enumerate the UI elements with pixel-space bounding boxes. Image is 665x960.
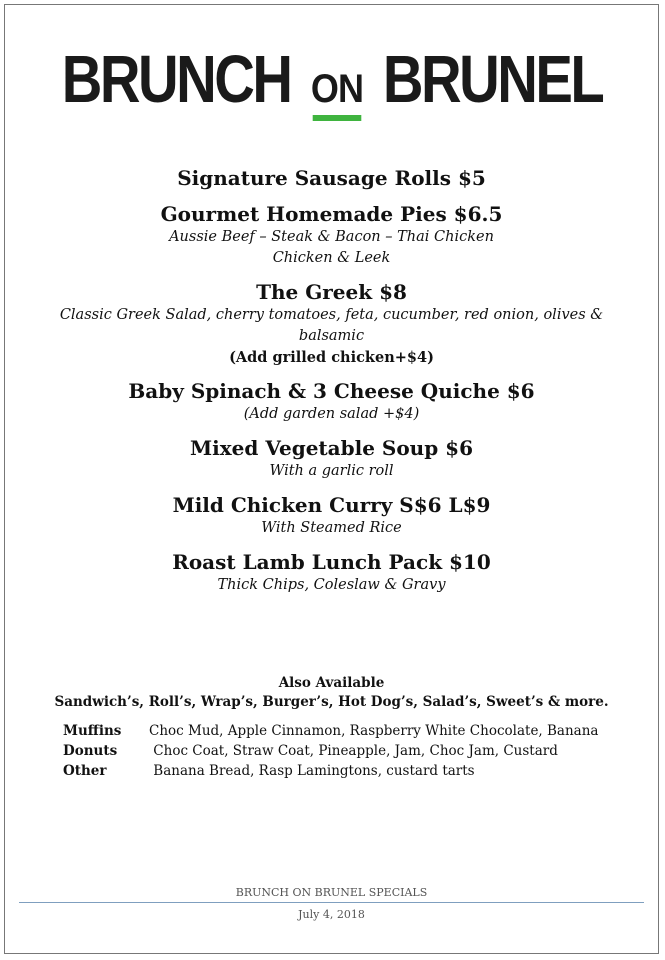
extras-row xyxy=(63,741,598,761)
menu-item xyxy=(5,492,658,539)
menu-item-title: Signature Sausage Rolls $5 xyxy=(177,166,486,190)
menu-item xyxy=(5,378,658,425)
logo-word-brunel: BRUNEL xyxy=(382,42,603,117)
menu-item-title: Gourmet Homemade Pies $6.5 xyxy=(160,202,503,226)
menu-item xyxy=(5,549,658,596)
menu-item-title: Baby Spinach & 3 Cheese Quiche $6 xyxy=(128,379,535,403)
menu-item-title: Roast Lamb Lunch Pack $10 xyxy=(172,550,491,574)
extras-items: Choc Mud, Apple Cinnamon, Raspberry White Chocolate, Banana xyxy=(149,723,599,739)
menu-page xyxy=(4,4,659,954)
logo-word-on: ON xyxy=(311,67,363,112)
logo-underline xyxy=(313,115,362,121)
extras-row xyxy=(63,721,598,741)
menu-item xyxy=(5,435,658,482)
menu-item-title: The Greek $8 xyxy=(256,280,407,304)
extras-items: Choc Coat, Straw Coat, Pineapple, Jam, Choc Jam, Custard xyxy=(149,743,558,759)
footer-title: BRUNCH ON BRUNEL SPECIALS xyxy=(235,886,428,899)
extras-category: Other xyxy=(63,763,107,779)
menu-item-title: Mixed Vegetable Soup $6 xyxy=(189,436,474,460)
menu-item-description: With Steamed Rice xyxy=(261,520,402,536)
logo xyxy=(5,41,658,118)
also-available xyxy=(5,674,658,712)
menu-item-description: Aussie Beef – Steak & Bacon – Thai Chicken xyxy=(169,229,494,245)
menu-item xyxy=(5,165,658,191)
logo-word-brunch: BRUNCH xyxy=(61,42,291,117)
menu-item xyxy=(5,279,658,368)
extras-category: Muffins xyxy=(63,723,122,739)
menu-item-description: Thick Chips, Coleslaw & Gravy xyxy=(217,577,446,593)
extras-category: Donuts xyxy=(63,743,118,759)
extras-list xyxy=(63,721,598,781)
footer-divider xyxy=(19,902,644,903)
menu-list xyxy=(5,165,658,606)
menu-item-description: With a garlic roll xyxy=(269,463,394,479)
menu-item xyxy=(5,201,658,269)
menu-item-note: (Add garden salad +$4) xyxy=(243,406,420,422)
also-available-title: Also Available xyxy=(278,675,385,691)
menu-item-title: Mild Chicken Curry S$6 L$9 xyxy=(172,493,491,517)
menu-item-description: Chicken & Leek xyxy=(272,250,391,266)
also-available-list: Sandwich’s, Roll’s, Wrap’s, Burger’s, Hot Dog’s, Salad’s, Sweet’s & more. xyxy=(54,694,609,710)
extras-items: Banana Bread, Rasp Lamingtons, custard tarts xyxy=(149,763,475,779)
extras-row xyxy=(63,761,598,781)
menu-item-description: balsamic xyxy=(298,328,365,344)
menu-item-note: (Add grilled chicken+$4) xyxy=(229,349,434,366)
footer-date: July 4, 2018 xyxy=(298,908,365,921)
menu-item-description: Classic Greek Salad, cherry tomatoes, feta, cucumber, red onion, olives & xyxy=(59,307,604,323)
